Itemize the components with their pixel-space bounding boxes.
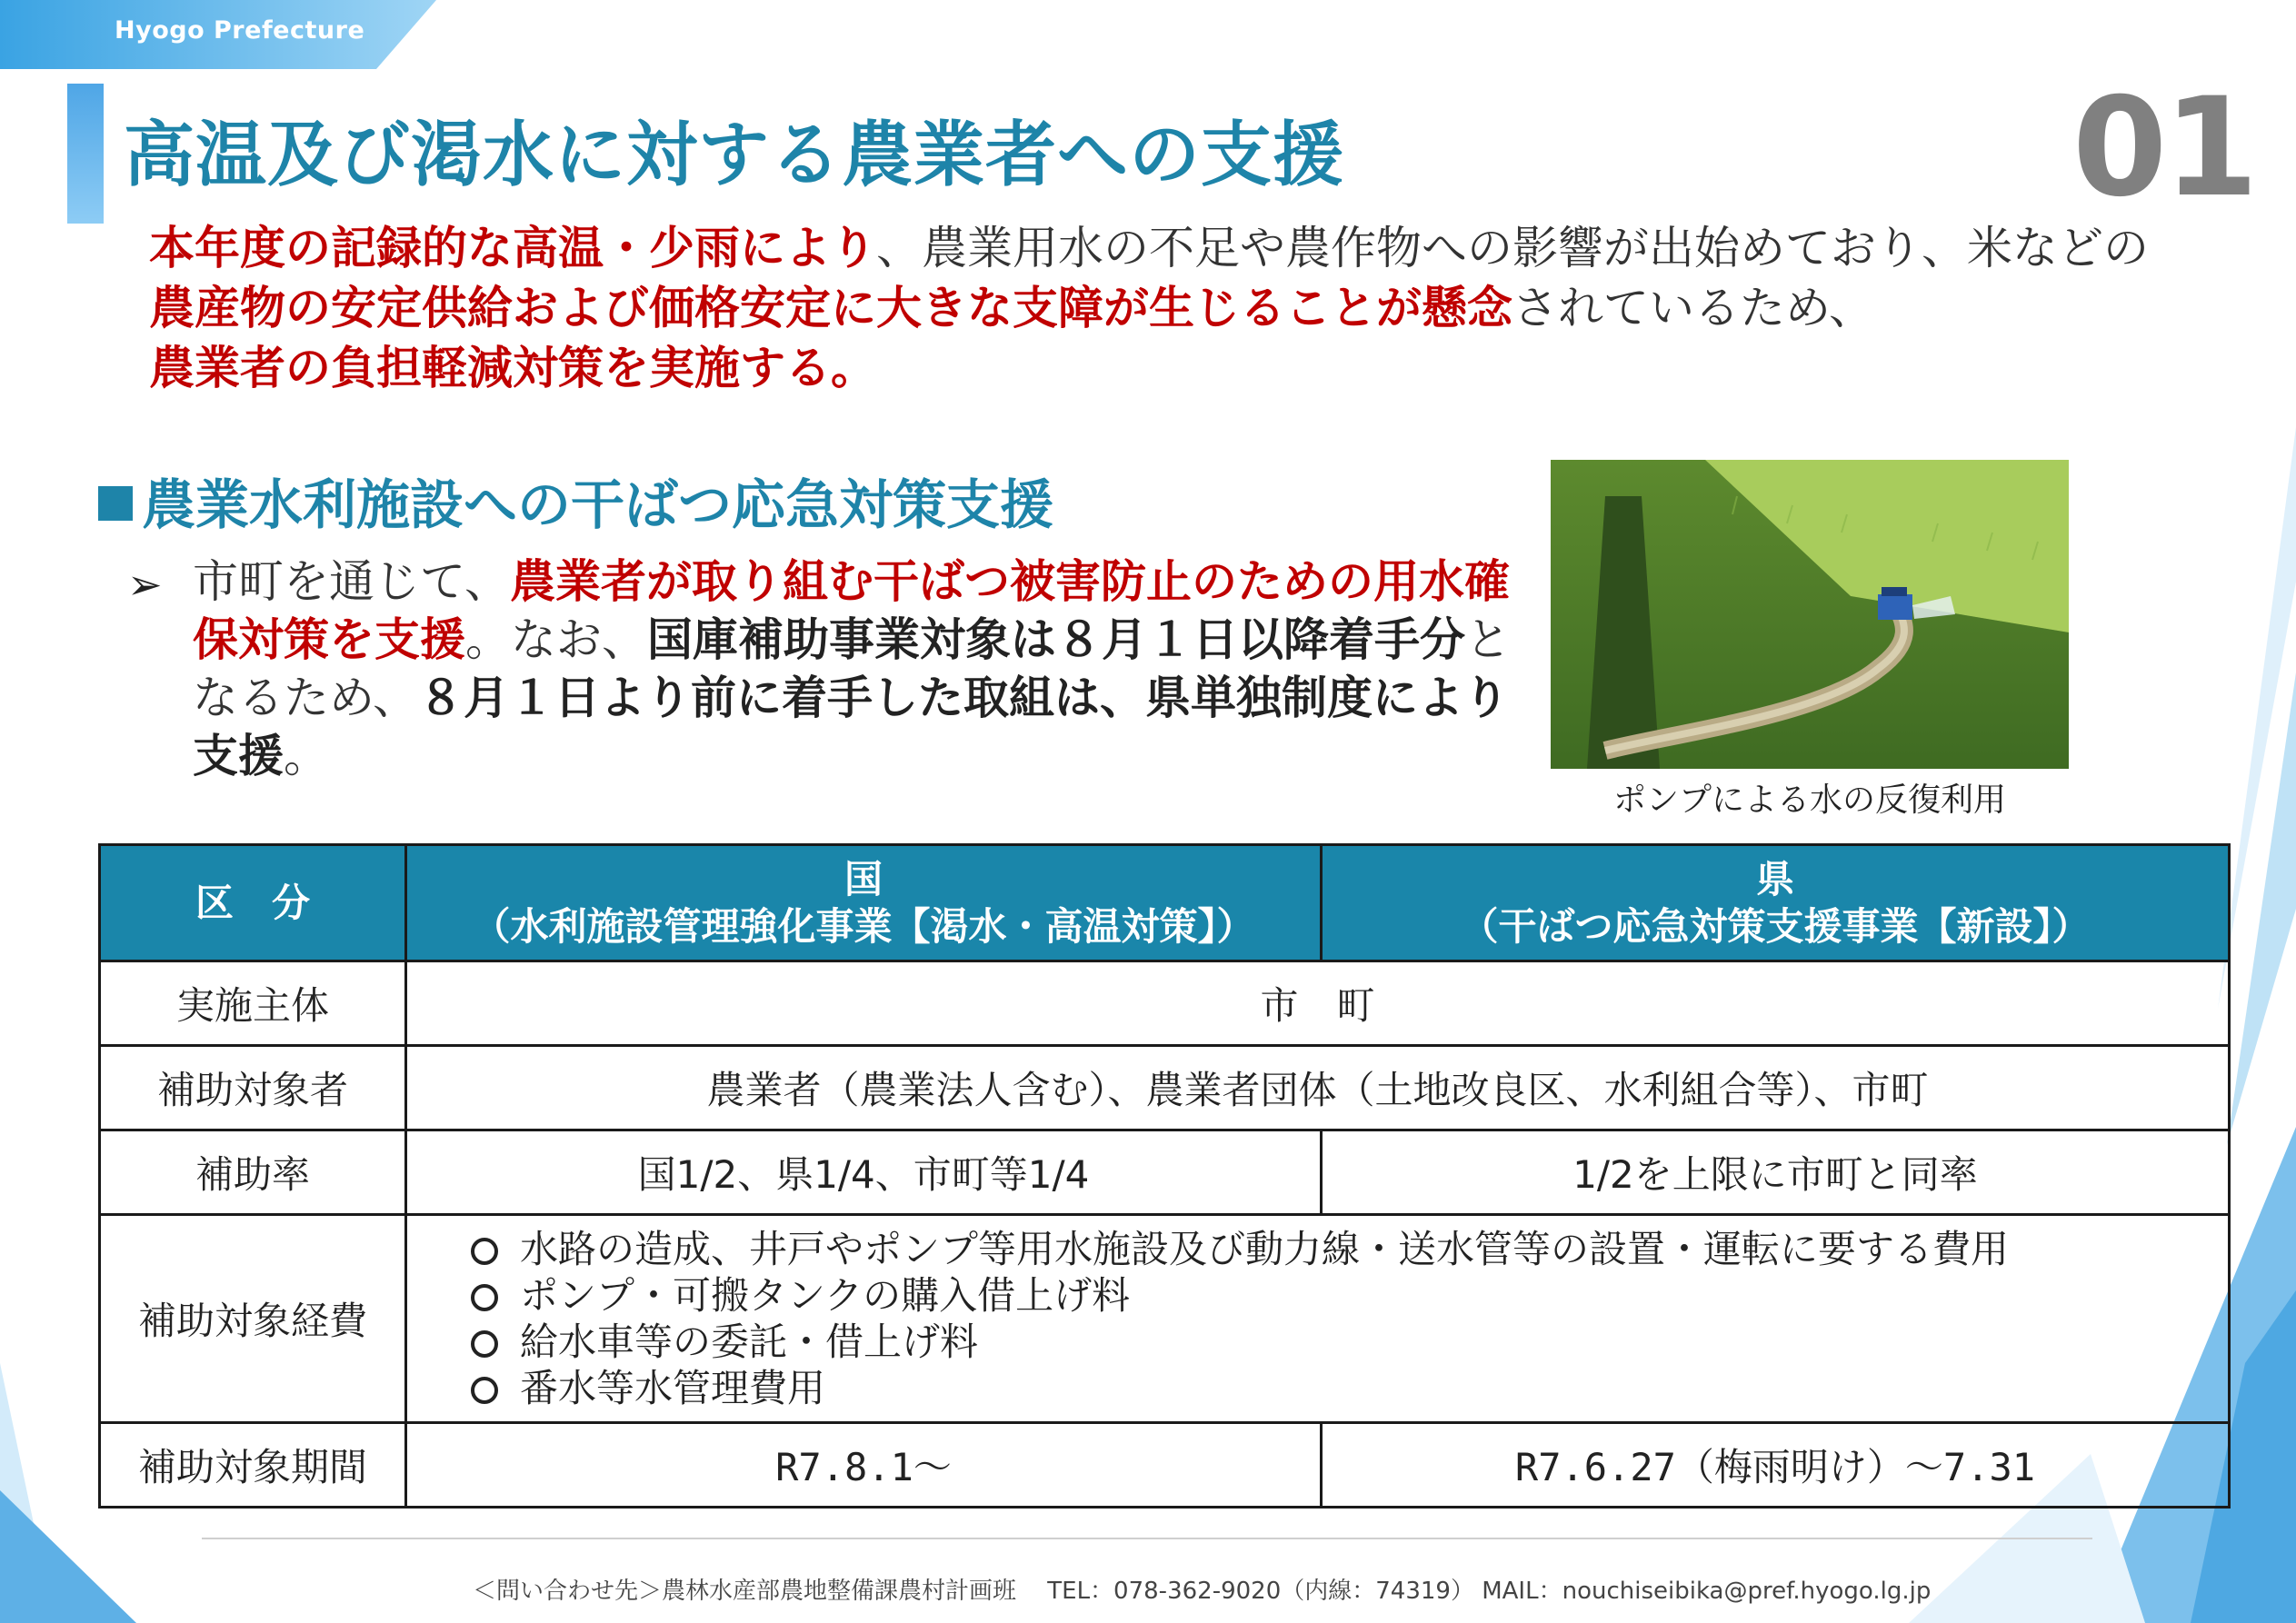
circle-bullet-icon bbox=[471, 1330, 498, 1358]
rate-prefecture: 1/2を上限に市町と同率 bbox=[1322, 1130, 2230, 1215]
square-bullet-icon bbox=[98, 486, 133, 521]
table-row bbox=[100, 1046, 2230, 1130]
bullet-text-1: 市町を通じて、 bbox=[193, 555, 510, 608]
photo-caption: ポンプによる水の反復利用 bbox=[1612, 782, 2006, 819]
arrow-bullet-icon: ➢ bbox=[127, 560, 163, 609]
header-national-title: 国 bbox=[844, 856, 883, 901]
header-prefecture bbox=[1322, 845, 2230, 961]
period-prefecture: R7.6.27（梅雨明け）～7.31 bbox=[1322, 1423, 2230, 1508]
expense-item-text: 給水車等の委託・借上げ料 bbox=[520, 1319, 979, 1364]
expenses-list bbox=[407, 1226, 2228, 1411]
row-label-rate: 補助率 bbox=[100, 1130, 406, 1215]
table-row bbox=[100, 1423, 2230, 1508]
bullet-bold-2: ８月１日より前に着手した取組は、県単独制度により支援 bbox=[193, 672, 1509, 782]
expense-item-text: ポンプ・可搬タンクの購入借上げ料 bbox=[520, 1273, 1131, 1318]
table-header-row bbox=[100, 845, 2230, 961]
circle-bullet-icon bbox=[471, 1238, 498, 1265]
header-national-program: （水利施設管理強化事業【渇水・高温対策】） bbox=[472, 903, 1255, 949]
list-item bbox=[471, 1226, 2228, 1272]
page-title: 高温及び渇水に対する農業者への支援 bbox=[124, 115, 1345, 196]
pump-field-photo bbox=[1551, 460, 2069, 769]
section-heading bbox=[98, 462, 1053, 539]
prefecture-label: Hyogo Prefecture bbox=[115, 16, 365, 45]
circle-bullet-icon bbox=[471, 1284, 498, 1311]
bullet-text-2: 。なお、 bbox=[465, 613, 647, 666]
bullet-bold-1: 国庫補助事業対象は８月１日以降着手分 bbox=[647, 613, 1465, 666]
expenses-value bbox=[406, 1215, 2230, 1423]
header-national bbox=[406, 845, 1322, 961]
intro-emphasis-2: 農産物の安定供給および価格安定に大きな支障が生じることが懸念 bbox=[149, 282, 1512, 334]
list-item bbox=[471, 1365, 2228, 1411]
table-row bbox=[100, 961, 2230, 1046]
header-prefecture-program: （干ばつ応急対策支援事業【新設】） bbox=[1460, 903, 2091, 949]
intro-text-1: 、農業用水の不足や農作物への影響が出始めており、米などの bbox=[876, 222, 2149, 274]
table-row bbox=[100, 1215, 2230, 1423]
rate-national: 国1/2、県1/4、市町等1/4 bbox=[406, 1130, 1322, 1215]
bullet-text-3: となるため、 bbox=[193, 613, 1511, 724]
bullet-paragraph bbox=[193, 553, 1538, 785]
implementer-value: 市 町 bbox=[406, 961, 2230, 1046]
intro-emphasis-3: 農業者の負担軽減対策を実施する。 bbox=[149, 342, 876, 394]
table-row bbox=[100, 1130, 2230, 1215]
row-label-expenses: 補助対象経費 bbox=[100, 1215, 406, 1423]
period-national: R7.8.1～ bbox=[406, 1423, 1322, 1508]
circle-bullet-icon bbox=[471, 1377, 498, 1404]
intro-paragraph bbox=[149, 218, 2185, 398]
support-comparison-table bbox=[98, 843, 2231, 1508]
contact-footer: ＜問い合わせ先＞農林水産部農地整備課農村計画班 TEL：078-362-9020（内線：74319） MAIL：nouchiseibika@pref.hyogo.lg.jp bbox=[473, 1578, 1932, 1605]
footer-divider bbox=[202, 1538, 2092, 1539]
header-prefecture-title: 県 bbox=[1755, 856, 1794, 901]
list-item bbox=[471, 1319, 2228, 1365]
row-label-period: 補助対象期間 bbox=[100, 1423, 406, 1508]
page-number: 01 bbox=[2072, 69, 2255, 227]
target-value: 農業者（農業法人含む）、農業者団体（土地改良区、水利組合等）、市町 bbox=[406, 1046, 2230, 1130]
header-category: 区 分 bbox=[100, 845, 406, 961]
section-heading-text: 農業水利施設への干ばつ応急対策支援 bbox=[142, 473, 1054, 536]
intro-emphasis-1: 本年度の記録的な高温・少雨により bbox=[149, 222, 876, 274]
expense-item-text: 番水等水管理費用 bbox=[520, 1366, 826, 1410]
bullet-text-4: 。 bbox=[284, 730, 329, 782]
expense-item-text: 水路の造成、井戸やポンプ等用水施設及び動力線・送水管等の設置・運転に要する費用 bbox=[520, 1227, 2010, 1271]
title-accent-bar bbox=[67, 84, 104, 224]
row-label-implementer: 実施主体 bbox=[100, 961, 406, 1046]
intro-text-2: されているため、 bbox=[1512, 282, 1874, 334]
row-label-target: 補助対象者 bbox=[100, 1046, 406, 1130]
bullet-emphasis-1: 農業者が取り組む干ばつ被害防止のための用水確保対策を支援 bbox=[193, 555, 1510, 666]
list-item bbox=[471, 1272, 2228, 1319]
